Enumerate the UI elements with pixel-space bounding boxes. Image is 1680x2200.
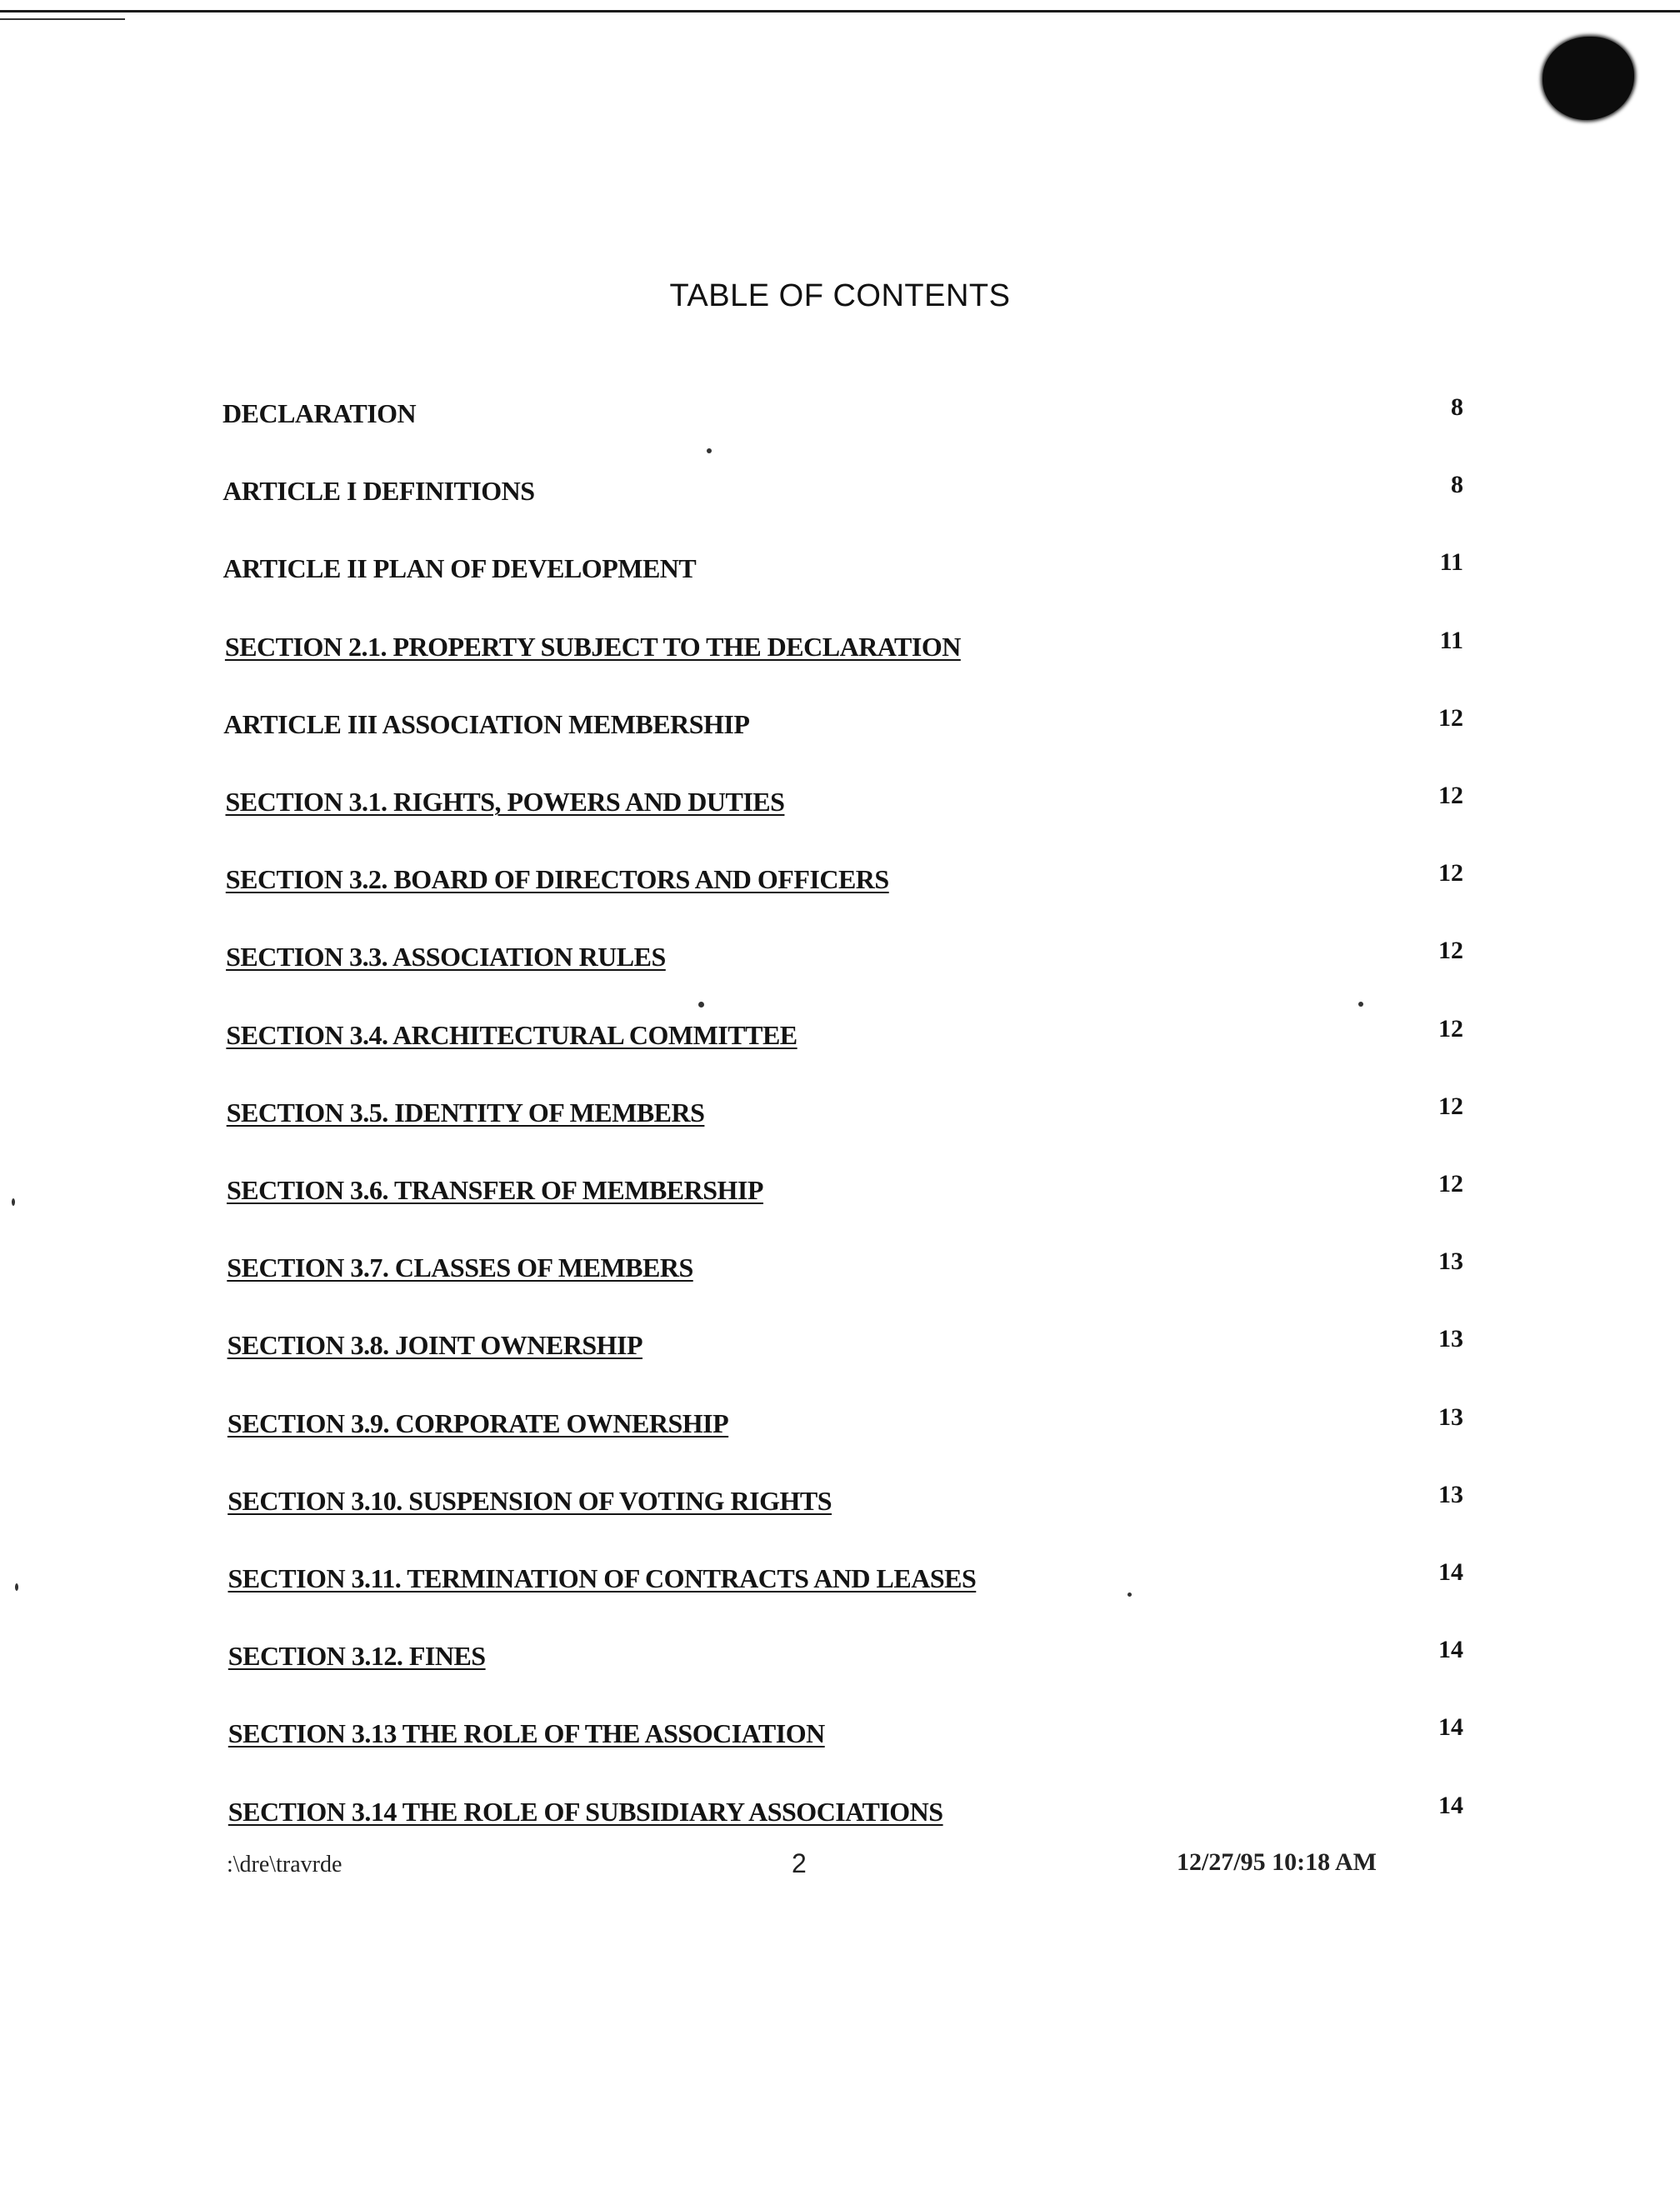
toc-entry-page: 12 — [1438, 782, 1463, 809]
toc-entry[interactable] — [0, 782, 1680, 832]
toc-entry-page: 14 — [1438, 1713, 1463, 1742]
toc-entry-label: SECTION 3.6. TRANSFER OF MEMBERSHIP — [227, 1175, 763, 1205]
footer-datetime: 12/27/95 10:18 AM — [1177, 1848, 1377, 1876]
toc-entry-label: ARTICLE I DEFINITIONS — [222, 476, 535, 507]
toc-entry-page: 12 — [1438, 937, 1463, 965]
toc-entry-page: 8 — [1451, 471, 1463, 499]
toc-entry-page: 14 — [1438, 1636, 1463, 1664]
toc-entry[interactable] — [0, 1325, 1680, 1375]
toc-entry-label: ARTICLE II PLAN OF DEVELOPMENT — [222, 553, 697, 584]
toc-entry[interactable] — [0, 1558, 1680, 1608]
toc-entry-page: 12 — [1438, 1014, 1463, 1042]
scan-speck — [1128, 1592, 1132, 1597]
toc-entry-page: 12 — [1438, 703, 1463, 732]
toc-entry-label: SECTION 3.1. RIGHTS, POWERS AND DUTIES — [225, 787, 785, 817]
toc-entry-label: SECTION 3.14 THE ROLE OF SUBSIDIARY ASSOCIATIONS — [228, 1796, 943, 1827]
scan-speck — [707, 448, 712, 453]
toc-entry[interactable] — [0, 1403, 1680, 1453]
toc-entry-label: SECTION 3.11. TERMINATION OF CONTRACTS AND LEASES — [228, 1563, 977, 1593]
toc-entry[interactable] — [0, 1713, 1680, 1763]
toc-entry[interactable] — [0, 704, 1680, 754]
scan-speck — [1358, 1002, 1363, 1007]
toc-entry-label: SECTION 3.13 THE ROLE OF THE ASSOCIATION — [228, 1718, 825, 1749]
toc-entry[interactable] — [0, 471, 1680, 521]
toc-entry[interactable] — [0, 1170, 1680, 1220]
page-footer — [0, 1843, 1680, 1885]
toc-entry-label: SECTION 3.9. CORPORATE OWNERSHIP — [227, 1408, 729, 1438]
toc-entry-label: ARTICLE III ASSOCIATION MEMBERSHIP — [223, 708, 750, 739]
toc-entry-label: SECTION 3.4. ARCHITECTURAL COMMITTEE — [226, 1019, 798, 1050]
toc-entry[interactable] — [0, 937, 1680, 987]
toc-entry-label: SECTION 3.12. FINES — [228, 1641, 486, 1672]
toc-entry-page: 11 — [1439, 548, 1463, 577]
toc-entry[interactable] — [0, 1092, 1680, 1142]
toc-entry-label: SECTION 3.5. IDENTITY OF MEMBERS — [226, 1097, 705, 1128]
scan-speck — [12, 1198, 15, 1206]
page-title: TABLE OF CONTENTS — [669, 278, 1011, 313]
toc-entry-label: DECLARATION — [222, 398, 417, 428]
toc-entry-page: 13 — [1438, 1325, 1463, 1353]
toc-entry-label: SECTION 3.10. SUSPENSION OF VOTING RIGHTS — [228, 1485, 832, 1516]
footer-file-path: :\dre\travrde — [227, 1852, 342, 1878]
toc-entry[interactable] — [0, 1792, 1680, 1842]
footer-page-number: 2 — [792, 1848, 807, 1878]
toc-entry[interactable] — [0, 627, 1680, 677]
toc-entry-label: SECTION 3.3. ASSOCIATION RULES — [226, 942, 666, 972]
toc-entry-page: 8 — [1451, 393, 1463, 421]
toc-entry-page: 12 — [1438, 1170, 1463, 1198]
toc-entry-page: 13 — [1438, 1248, 1463, 1276]
toc-entry[interactable] — [0, 548, 1680, 598]
toc-entry-label: SECTION 3.8. JOINT OWNERSHIP — [227, 1330, 642, 1361]
toc-entry-label: SECTION 3.2. BOARD OF DIRECTORS AND OFFICERS — [225, 864, 889, 895]
toc-entry-page: 13 — [1438, 1480, 1463, 1508]
toc-entry-page: 13 — [1438, 1402, 1463, 1431]
toc-entry-page: 14 — [1438, 1558, 1463, 1586]
toc-entry-label: SECTION 3.7. CLASSES OF MEMBERS — [227, 1252, 693, 1283]
toc-entry[interactable] — [0, 1248, 1680, 1298]
toc-entry[interactable] — [0, 859, 1680, 909]
toc-entry[interactable] — [0, 1015, 1680, 1065]
scan-speck — [15, 1583, 18, 1591]
toc-entry-page: 12 — [1438, 1092, 1463, 1120]
toc-entry-page: 12 — [1438, 859, 1463, 888]
scan-speck — [698, 1002, 704, 1008]
toc-entry[interactable] — [0, 393, 1680, 443]
toc-entry[interactable] — [0, 1481, 1680, 1531]
toc-entry-page: 14 — [1438, 1791, 1463, 1819]
toc-entry[interactable] — [0, 1636, 1680, 1686]
toc-entry-page: 11 — [1439, 626, 1463, 654]
toc-entry-label: SECTION 2.1. PROPERTY SUBJECT TO THE DECLARATION — [224, 631, 961, 662]
